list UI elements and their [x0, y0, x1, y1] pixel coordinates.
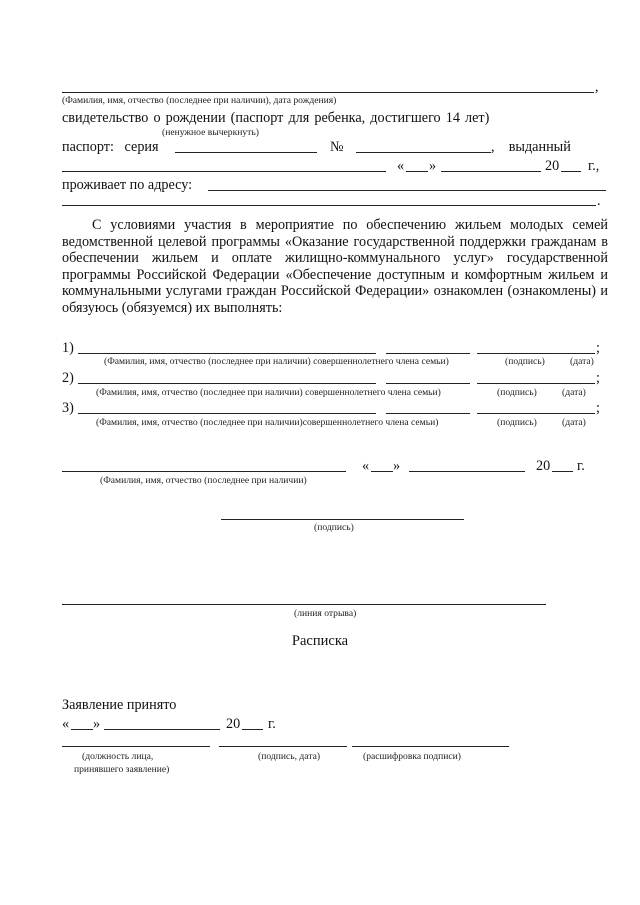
- address-label: проживает по адресу:: [62, 177, 193, 193]
- member-date-field[interactable]: [477, 383, 595, 384]
- member-sign-caption: (подпись): [505, 356, 545, 367]
- receipt-date-close-quote: »: [93, 716, 101, 732]
- receipt-date-open-quote: «: [62, 716, 70, 732]
- number-sign: №: [330, 139, 344, 155]
- applicant-year-field[interactable]: [552, 471, 573, 472]
- member-fio-field[interactable]: [78, 383, 376, 384]
- receipt-decode-caption: (расшифровка подписи): [363, 751, 461, 762]
- receipt-month-field[interactable]: [104, 729, 220, 730]
- applicant-sign-caption: (подпись): [314, 522, 354, 533]
- receipt-decode-field[interactable]: [352, 746, 509, 747]
- member-number: 3): [62, 400, 74, 416]
- member-sign-field[interactable]: [386, 413, 470, 414]
- issue-year-field[interactable]: [561, 171, 581, 172]
- member-sign-caption: (подпись): [497, 417, 537, 428]
- receipt-accepted-label: Заявление принято: [62, 697, 177, 713]
- conditions-paragraph: [62, 217, 608, 316]
- applicant-month-field[interactable]: [409, 471, 525, 472]
- member-fio-caption: (Фамилия, имя, отчество (последнее при наличии) совершеннолетнего члена семьи): [104, 356, 449, 367]
- member-end-semicolon: ;: [596, 340, 600, 356]
- fio-caption: (Фамилия, имя, отчество (последнее при наличии), дата рождения): [62, 95, 337, 106]
- applicant-date-close-quote: »: [393, 458, 401, 474]
- applicant-day-field[interactable]: [371, 471, 393, 472]
- applicant-year-prefix: 20: [536, 458, 551, 474]
- issue-year-suffix: г.,: [588, 158, 600, 174]
- member-fio-field[interactable]: [78, 353, 376, 354]
- receipt-position-caption-2: принявшего заявление): [74, 764, 170, 775]
- certificate-text: свидетельство о рождении (паспорт для ребенка, достигшего 14 лет): [62, 110, 490, 126]
- issue-year-prefix: 20: [545, 158, 560, 174]
- applicant-date-open-quote: «: [362, 458, 370, 474]
- member-fio-caption: (Фамилия, имя, отчество (последнее при наличии) совершеннолетнего члена семьи): [96, 387, 441, 398]
- member-date-caption: (дата): [570, 356, 594, 367]
- passport-number-field[interactable]: [356, 152, 491, 153]
- applicant-year-suffix: г.: [577, 458, 585, 474]
- member-sign-caption: (подпись): [497, 387, 537, 398]
- member-date-caption: (дата): [562, 417, 586, 428]
- member-end-semicolon: ;: [596, 370, 600, 386]
- passport-label: паспорт: серия: [62, 139, 159, 155]
- issue-month-field[interactable]: [441, 171, 541, 172]
- address-field-1[interactable]: [208, 190, 606, 191]
- receipt-title: Расписка: [291, 633, 349, 649]
- tear-line-caption: (линия отрыва): [294, 608, 357, 619]
- receipt-year-field[interactable]: [242, 729, 263, 730]
- member-fio-caption: (Фамилия, имя, отчество (последнее при наличии)совершеннолетнего члена семьи): [96, 417, 439, 428]
- issue-date-close-quote: »: [429, 158, 437, 174]
- applicant-fio-caption: (Фамилия, имя, отчество (последнее при наличии): [100, 475, 307, 486]
- fio-line[interactable]: [62, 92, 594, 93]
- passport-series-field[interactable]: [175, 152, 317, 153]
- member-fio-field[interactable]: [78, 413, 376, 414]
- member-sign-field[interactable]: [386, 353, 470, 354]
- issued-label: , выданный: [491, 139, 571, 155]
- tear-line: [62, 604, 546, 605]
- receipt-position-caption-1: (должность лица,: [82, 751, 154, 762]
- member-date-field[interactable]: [477, 413, 595, 414]
- fio-trailing-comma: ,: [595, 79, 599, 95]
- receipt-sign-date-field[interactable]: [219, 746, 347, 747]
- receipt-sign-date-caption: (подпись, дата): [258, 751, 321, 762]
- conditions-text: С условиями участия в мероприятие по обеспечению жильем молодых семей ведомственной целевой программы «Оказание государственной поддержки гражданам в обеспечении жильем и оплате жилищно-коммунального услуг» государственной программы Российской Федерации «Обеспечение доступным и комфортным жильем и коммунальными услугами граждан Российской Федерации» ознакомлен (ознакомлены) и обязуюсь (обязуемся) их выполнять:: [62, 217, 608, 316]
- issued-by-field[interactable]: [62, 171, 386, 172]
- applicant-signature-field[interactable]: [221, 519, 464, 520]
- address-field-2[interactable]: [62, 205, 596, 206]
- member-sign-field[interactable]: [386, 383, 470, 384]
- receipt-year-suffix: г.: [268, 716, 276, 732]
- member-number: 1): [62, 340, 74, 356]
- issue-day-field[interactable]: [406, 171, 428, 172]
- member-end-semicolon: ;: [596, 400, 600, 416]
- strike-caption: (ненужное вычеркнуть): [162, 127, 259, 138]
- applicant-fio-field[interactable]: [62, 471, 346, 472]
- receipt-day-field[interactable]: [71, 729, 93, 730]
- receipt-position-field[interactable]: [62, 746, 210, 747]
- issue-date-open-quote: «: [397, 158, 405, 174]
- member-date-field[interactable]: [477, 353, 595, 354]
- member-date-caption: (дата): [562, 387, 586, 398]
- member-number: 2): [62, 370, 74, 386]
- address-end-dot: .: [597, 193, 601, 209]
- receipt-year-prefix: 20: [226, 716, 241, 732]
